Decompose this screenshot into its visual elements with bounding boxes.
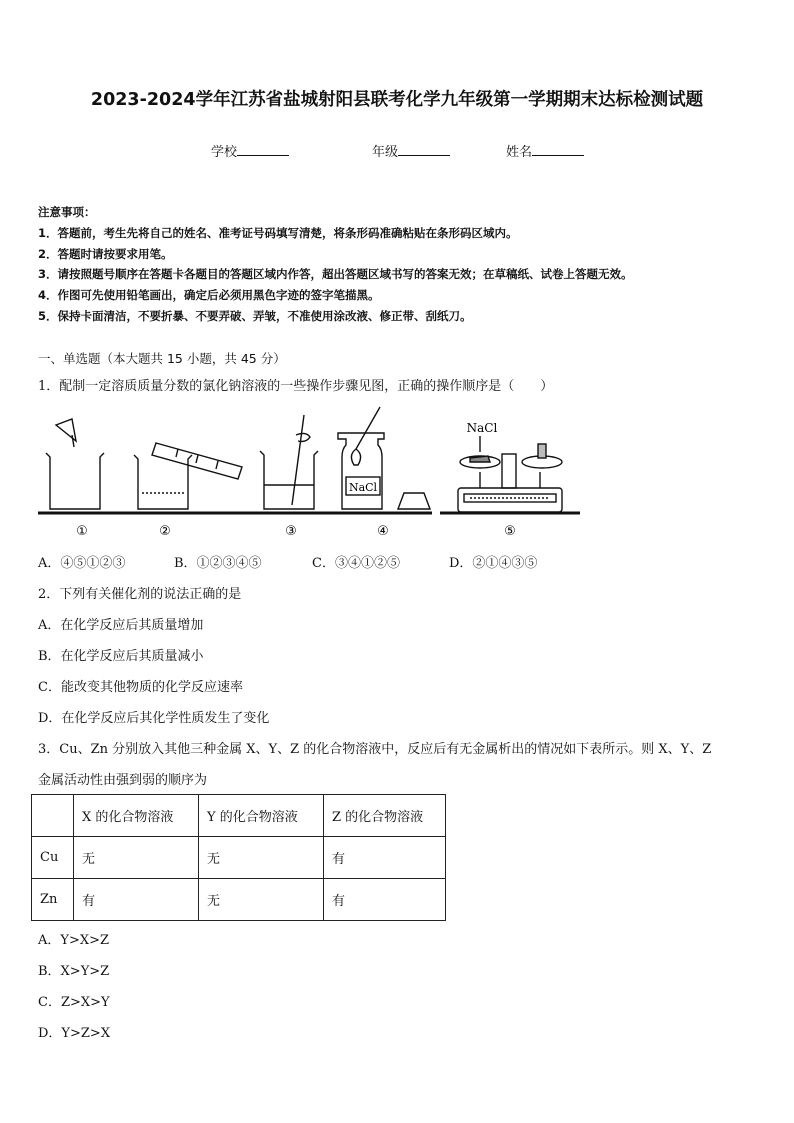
table-cell: X 的化合物溶液 xyxy=(74,795,199,837)
page-title: 2023-2024学年江苏省盐城射阳县联考化学九年级第一学期期末达标检测试题 xyxy=(90,90,704,110)
school-blank[interactable] xyxy=(237,143,289,156)
school-field[interactable] xyxy=(211,141,289,160)
grade-label: 年级 xyxy=(372,145,399,160)
table-cell: 有 xyxy=(324,837,446,879)
question-3-stem-line1: 3．Cu、Zn 分别放入其他三种金属 X、Y、Z 的化合物溶液中，反应后有无金属析出的情况如下表所示。则 X、Y、Z xyxy=(38,742,712,757)
figure-label-5: ⑤ xyxy=(504,524,516,539)
q2-option-d[interactable]: D．在化学反应后其化学性质发生了变化 xyxy=(38,711,270,726)
name-blank[interactable] xyxy=(532,143,584,156)
grade-blank[interactable] xyxy=(398,143,450,156)
balance-pillar xyxy=(502,454,516,488)
table-cell xyxy=(32,795,74,837)
q1-option-b[interactable]: B．①②③④⑤ xyxy=(174,556,262,571)
q1-option-a[interactable]: A．④⑤①②③ xyxy=(38,556,126,571)
figure-label-2: ② xyxy=(159,524,171,539)
beaker-1 xyxy=(46,453,104,509)
notice-item: 5．保持卡面清洁，不要折暴、不要弄破、弄皱，不准使用涂改液、修正带、刮纸刀。 xyxy=(38,309,472,323)
bottle-label: NaCl xyxy=(348,481,378,494)
table-cell: Cu xyxy=(32,837,74,879)
medicine-spoon xyxy=(351,449,360,465)
table-cell: Z 的化合物溶液 xyxy=(324,795,446,837)
beaker-3 xyxy=(260,451,318,509)
notice-heading: 注意事项： xyxy=(38,205,96,219)
table-cell: Zn xyxy=(32,879,74,921)
reagent-bottle xyxy=(338,433,384,509)
table-row xyxy=(32,879,446,921)
q3-table xyxy=(31,794,446,921)
q1-option-c[interactable]: C．③④①②⑤ xyxy=(312,556,400,571)
figure-label-1: ① xyxy=(76,524,88,539)
notice-item: 4．作图可先使用铅笔画出，确定后必须用黑色字迹的签字笔描黑。 xyxy=(38,288,380,302)
glass-rod xyxy=(292,415,304,505)
table-cell: 无 xyxy=(199,837,324,879)
bottle-stopper xyxy=(398,493,430,509)
table-cell: 有 xyxy=(324,879,446,921)
table-cell: 无 xyxy=(199,879,324,921)
name-field[interactable] xyxy=(506,141,584,160)
q1-figure xyxy=(38,405,438,545)
q3-option-b[interactable]: B．X>Y>Z xyxy=(38,964,110,979)
figure-label-4: ④ xyxy=(377,524,389,539)
q2-option-a[interactable]: A．在化学反应后其质量增加 xyxy=(38,618,204,633)
q2-option-c[interactable]: C．能改变其他物质的化学反应速率 xyxy=(38,680,243,695)
table-cell: Y 的化合物溶液 xyxy=(199,795,324,837)
grade-field[interactable] xyxy=(372,141,450,160)
notice-item: 1．答题前，考生先将自己的姓名、准考证号码填写清楚，将条形码准确粘贴在条形码区域内。 xyxy=(38,226,518,240)
q1-option-d[interactable]: D．②①④③⑤ xyxy=(449,556,538,571)
table-row xyxy=(32,837,446,879)
question-1-stem: 1．配制一定溶质质量分数的氯化钠溶液的一些操作步骤见图，正确的操作顺序是（ ） xyxy=(38,379,554,394)
q3-option-c[interactable]: C．Z>X>Y xyxy=(38,995,110,1010)
table-cell: 有 xyxy=(74,879,199,921)
question-2-stem: 2．下列有关催化剂的说法正确的是 xyxy=(38,587,242,602)
question-3-stem-line2: 金属活动性由强到弱的顺序为 xyxy=(38,773,208,788)
balance-label: NaCl xyxy=(466,421,498,435)
balance-figure xyxy=(440,412,580,544)
weight xyxy=(538,444,546,458)
notice-item: 2．答题时请按要求用笔。 xyxy=(38,247,173,261)
q3-option-d[interactable]: D．Y>Z>X xyxy=(38,1026,111,1041)
table-header-row xyxy=(32,795,446,837)
school-label: 学校 xyxy=(211,145,238,160)
table-cell: 无 xyxy=(74,837,199,879)
notice-item: 3．请按照题号顺序在答题卡各题目的答题区域内作答，超出答题区域书写的答案无效；在草稿纸、试卷上答题无效。 xyxy=(38,267,633,281)
figure-label-3: ③ xyxy=(285,524,297,539)
balance-base xyxy=(458,488,562,512)
q3-option-a[interactable]: A．Y>X>Z xyxy=(38,933,110,948)
section-heading: 一、单选题（本大题共 15 小题，共 45 分） xyxy=(38,351,286,366)
q2-option-b[interactable]: B．在化学反应后其质量减小 xyxy=(38,649,204,664)
name-label: 姓名 xyxy=(506,145,533,160)
